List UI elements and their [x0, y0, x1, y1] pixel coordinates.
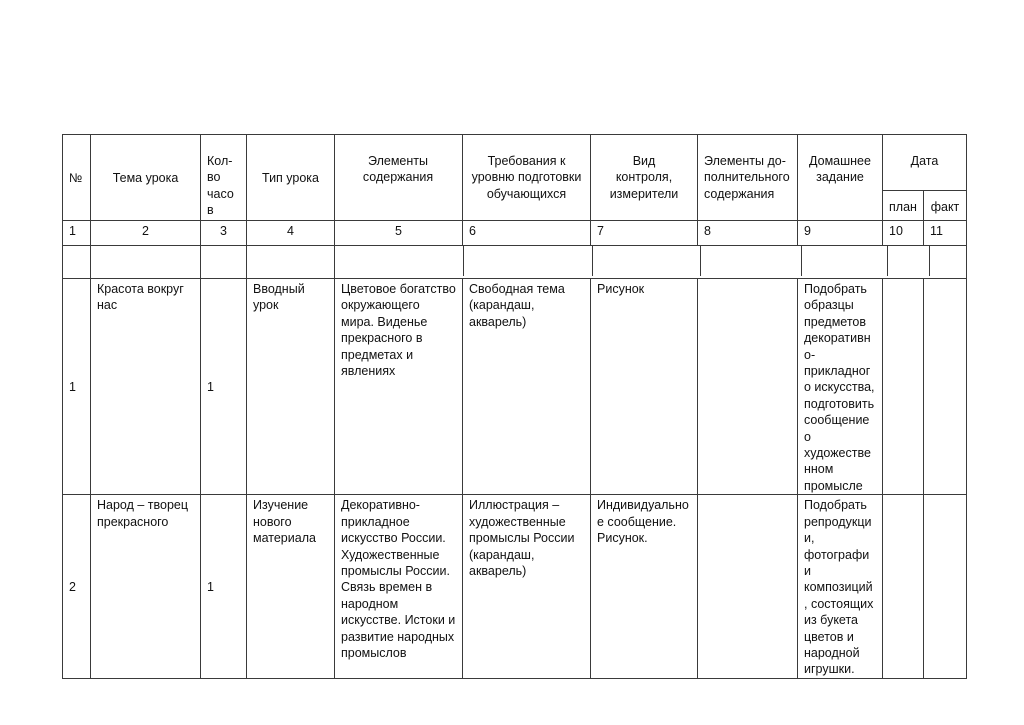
row-control-value: Индивидуально е сообщение. Рисунок.: [597, 498, 689, 546]
column-number: 5: [335, 221, 463, 246]
column-number: 4: [247, 221, 335, 246]
row-hours-value: 1: [207, 380, 214, 395]
row-type-value: Изучение нового материала: [253, 498, 316, 546]
row-content-value: Цветовое богатство окружающего мира. Виденье прекрасного в предметах и явлениях: [341, 282, 456, 379]
row-homework-value: Подобрать репродукци и, фотографии композиций , состоящих из букета цветов и народной игрушки.: [804, 498, 874, 677]
row-requirements-value: Свободная тема (карандаш, акварель): [469, 282, 565, 329]
row-extra: [698, 495, 798, 678]
row-control-value: Рисунок: [597, 282, 645, 296]
header-date-fact: [924, 191, 967, 221]
row-num-value: 1: [69, 380, 76, 395]
header-topic: [91, 135, 201, 221]
row-requirements-value: Иллюстрация – художественные промыслы России (карандаш, акварель): [469, 498, 575, 578]
row-fact: [924, 279, 967, 495]
row-control: [591, 495, 698, 678]
table-header-row: [63, 135, 967, 191]
header-date-plan: [883, 191, 924, 221]
row-topic-value: Народ – творец прекрасного: [97, 498, 189, 529]
header-hours: [201, 135, 247, 221]
header-type: [247, 135, 335, 221]
row-topic: [91, 279, 201, 495]
row-type: [247, 495, 335, 678]
header-date: [883, 135, 967, 191]
column-number: 1: [63, 221, 91, 246]
row-requirements: [463, 495, 591, 678]
table-row: [63, 279, 967, 495]
row-fact: [924, 495, 967, 678]
header-topic-label: Тема урока: [112, 171, 179, 186]
table-row: [63, 495, 967, 678]
empty-cell: [63, 246, 91, 279]
header-num-label: №: [69, 171, 83, 186]
header-control-label: Вид контроля, измерители: [609, 154, 679, 201]
row-content-value: Декоративно- прикладное искусство России. Художественные промыслы России. Связь времен в народном искусстве. Истоки и развитие народных промыслов: [341, 498, 456, 660]
row-homework: [798, 495, 883, 678]
row-content: [335, 495, 463, 678]
row-num: [63, 279, 91, 495]
column-number: 7: [591, 221, 698, 246]
header-content-label: Элементы содержания: [362, 154, 434, 185]
header-type-label: Тип урока: [261, 171, 320, 186]
column-number: 8: [698, 221, 798, 246]
row-plan: [883, 279, 924, 495]
column-number-row: [63, 221, 967, 246]
header-homework: [798, 135, 883, 221]
empty-row: [63, 246, 967, 279]
row-type-value: Вводный урок: [253, 282, 305, 313]
column-number: 2: [91, 221, 201, 246]
header-date-label: Дата: [910, 154, 939, 168]
header-extra: [698, 135, 798, 221]
row-homework-value: Подобрать образцы предметов декоративн о- прикладног о искусства, подготовить сообщение о художестве нном промысле: [804, 282, 875, 493]
header-requirements: [463, 135, 591, 221]
column-number: 3: [201, 221, 247, 246]
empty-cell-merged: [335, 246, 967, 279]
header-requirements-label: Требования к уровню подготовки обучающихся: [471, 154, 582, 201]
empty-cell: [247, 246, 335, 279]
row-topic: [91, 495, 201, 678]
header-homework-label: Домашнее задание: [809, 154, 871, 185]
header-control: [591, 135, 698, 221]
column-number: 6: [463, 221, 591, 246]
empty-cell: [91, 246, 201, 279]
row-topic-value: Красота вокруг нас: [97, 282, 184, 313]
header-hours-label: Кол- во часов: [207, 154, 234, 218]
row-hours-value: 1: [207, 580, 214, 595]
header-date-fact-label: факт: [930, 200, 960, 214]
column-number: 11: [924, 221, 967, 246]
header-content: [335, 135, 463, 221]
empty-cell: [201, 246, 247, 279]
header-num: [63, 135, 91, 221]
row-num-value: 2: [69, 580, 76, 595]
column-number: 9: [798, 221, 883, 246]
row-extra: [698, 279, 798, 495]
header-date-plan-label: план: [889, 200, 917, 214]
lesson-plan-table: [62, 134, 967, 679]
column-number: 10: [883, 221, 924, 246]
row-content: [335, 279, 463, 495]
row-type: [247, 279, 335, 495]
row-control: [591, 279, 698, 495]
row-plan: [883, 495, 924, 678]
row-num: [63, 495, 91, 678]
row-hours: [201, 279, 247, 495]
row-requirements: [463, 279, 591, 495]
row-homework: [798, 279, 883, 495]
header-extra-label: Элементы до- полнительного содержания: [704, 154, 790, 201]
row-hours: [201, 495, 247, 678]
